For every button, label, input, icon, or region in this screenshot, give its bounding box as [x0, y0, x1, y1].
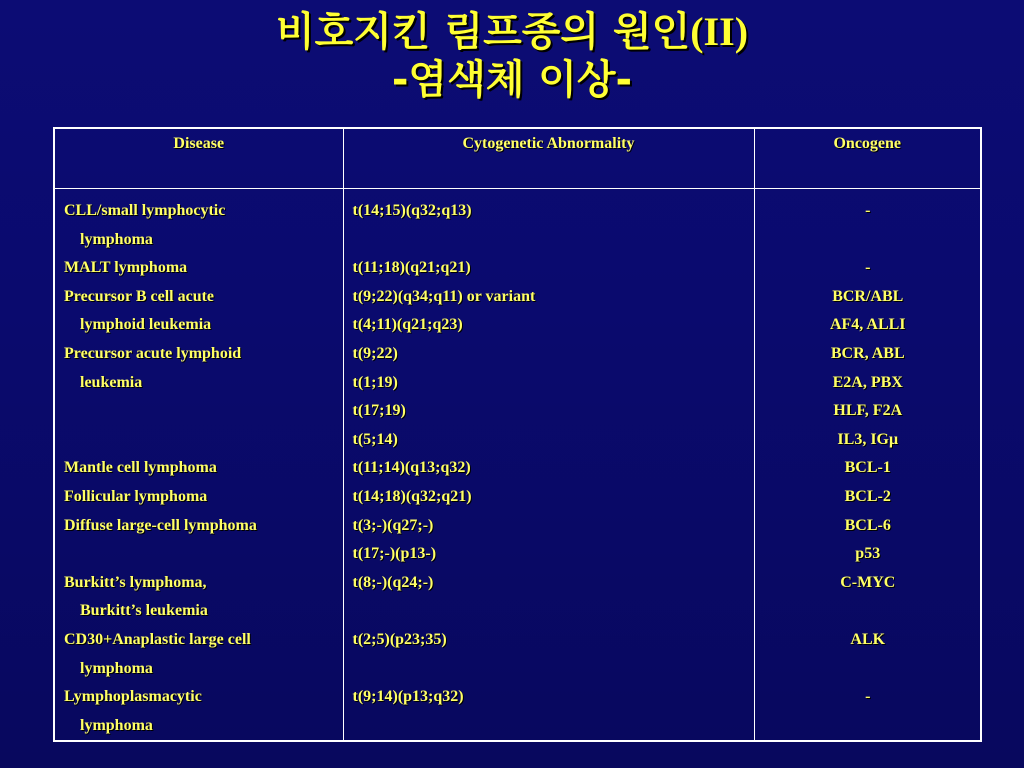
- title-korean: 비호지킨 림프종의 원인: [275, 9, 691, 55]
- cytogenetic-line: [353, 712, 746, 741]
- cytogenetic-line: t(9;14)(p13;q32): [352, 688, 464, 706]
- disease-column-cell: [54, 189, 343, 742]
- cytogenetic-line: t(17;-)(p13-): [352, 545, 437, 563]
- cytogenetic-line: t(9;22)(q34;q11) or variant: [352, 287, 536, 305]
- disease-line: Burkitt’s lymphoma,: [64, 573, 207, 591]
- title-line-2: -염색체 이상-: [391, 57, 633, 103]
- disease-line: [64, 397, 335, 426]
- header-oncogene: Oncogene: [754, 128, 981, 189]
- cytogenetic-line: t(17;19): [352, 402, 406, 420]
- cytogenetic-line: t(3;-)(q27;-): [352, 516, 434, 534]
- slide-title: [0, 8, 1024, 104]
- oncogene-column-cell: [754, 189, 981, 742]
- disease-line: Burkitt’s leukemia: [80, 602, 208, 620]
- cytogenetic-line: t(2;5)(p23;35): [352, 630, 447, 648]
- title-roman-numeral: (II): [690, 9, 749, 54]
- disease-line: leukemia: [80, 373, 143, 391]
- cytogenetic-line: t(5;14): [352, 430, 398, 448]
- disease-line: lymphoma: [80, 659, 153, 677]
- title-line-1: [0, 8, 1024, 56]
- oncogene-line: [764, 226, 973, 255]
- oncogene-line: E2A, PBX: [832, 373, 903, 391]
- disease-line: CLL/small lymphocytic: [64, 202, 226, 219]
- disease-line: [64, 426, 335, 455]
- oncogene-line: p53: [855, 545, 881, 563]
- cytogenetic-line: t(14;15)(q32;q13): [352, 202, 472, 219]
- cytogenetic-line: t(4;11)(q21;q23): [352, 316, 463, 334]
- cytogenetic-line: [353, 655, 746, 684]
- oncogene-line: -: [865, 688, 871, 706]
- disease-line: Follicular lymphoma: [64, 487, 208, 505]
- header-cytogenetic-abnormality: Cytogenetic Abnormality: [343, 128, 754, 189]
- table-header-row: [54, 128, 981, 189]
- header-disease: Disease: [54, 128, 343, 189]
- disease-line: Precursor B cell acute: [64, 287, 215, 305]
- cytogenetic-line: t(11;18)(q21;q21): [352, 259, 471, 277]
- disease-line: Precursor acute lymphoid: [64, 344, 242, 362]
- disease-line: [64, 540, 335, 569]
- disease-line: Diffuse large-cell lymphoma: [64, 516, 257, 534]
- oncogene-line: IL3, IGμ: [837, 430, 899, 448]
- cytogenetic-line: [353, 597, 746, 626]
- disease-line: lymphoid leukemia: [80, 316, 212, 334]
- oncogene-line: BCL-6: [844, 516, 891, 534]
- cytogenetic-line: t(11;14)(q13;q32): [352, 459, 471, 477]
- oncogene-line: -: [865, 259, 871, 277]
- cytogenetic-table: [53, 127, 982, 742]
- disease-line: MALT lymphoma: [64, 259, 188, 277]
- cytogenetic-line: [353, 226, 746, 255]
- oncogene-line: BCR, ABL: [830, 344, 905, 362]
- disease-line: lymphoma: [80, 716, 153, 734]
- oncogene-line: ALK: [850, 630, 886, 648]
- disease-line: lymphoma: [80, 230, 153, 248]
- oncogene-line: [764, 712, 973, 741]
- cytogenetic-line: t(9;22): [352, 344, 398, 362]
- disease-line: CD30+Anaplastic large cell: [64, 630, 251, 648]
- cytogenetic-line: t(14;18)(q32;q21): [352, 487, 472, 505]
- cytogenetic-line: t(1;19): [352, 373, 398, 391]
- oncogene-line: BCL-1: [844, 459, 891, 477]
- oncogene-line: AF4, ALLI: [829, 316, 906, 334]
- oncogene-line: [764, 655, 973, 684]
- oncogene-line: C-MYC: [840, 573, 896, 591]
- oncogene-line: BCR/ABL: [832, 287, 904, 305]
- cytogenetic-column-cell: [343, 189, 754, 742]
- oncogene-line: -: [865, 202, 871, 219]
- disease-line: Mantle cell lymphoma: [64, 459, 217, 477]
- table-body-row: [54, 189, 981, 742]
- oncogene-line: BCL-2: [844, 487, 891, 505]
- oncogene-line: [764, 597, 973, 626]
- disease-line: Lymphoplasmacytic: [64, 688, 202, 706]
- oncogene-line: HLF, F2A: [833, 402, 903, 420]
- cytogenetic-line: t(8;-)(q24;-): [352, 573, 434, 591]
